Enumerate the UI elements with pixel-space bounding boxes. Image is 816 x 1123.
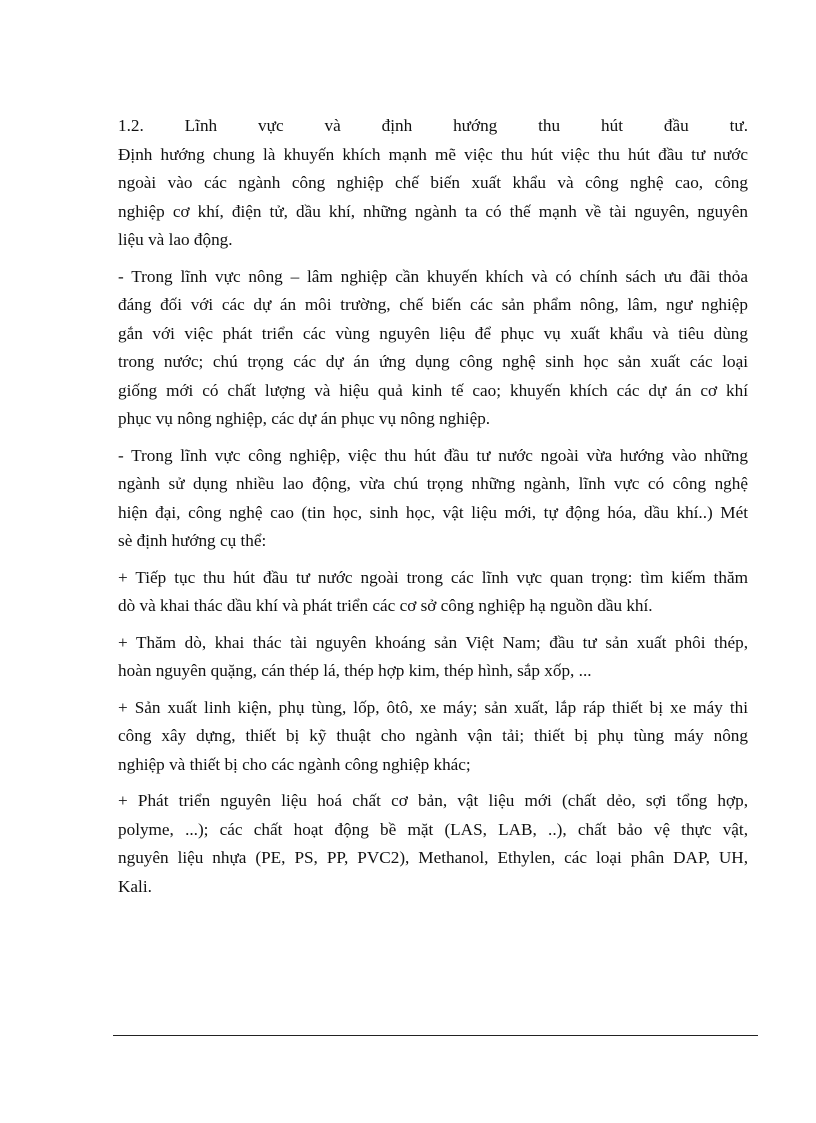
paragraph-spacer <box>118 779 748 787</box>
paragraph-line: hoàn nguyên quặng, cán thép lá, thép hợp kim, thép hình, sắp xốp, ... <box>118 661 592 680</box>
paragraph-line: dò và khai thác dầu khí và phát triển các cơ sở công nghiệp hạ nguồn dầu khí. <box>118 596 653 615</box>
paragraph-line: đáng đối với các dự án môi trường, chế biến các sản phẩm nông, lâm, ngư nghiệp <box>118 295 748 314</box>
paragraph-agriculture <box>118 263 748 434</box>
section-heading <box>118 112 748 141</box>
paragraph-spacer <box>118 255 748 263</box>
paragraph-spacer <box>118 556 748 564</box>
paragraph-line: Định hướng chung là khuyến khích mạnh mẽ việc thu hút việc thu hút đầu tư nước <box>118 144 748 164</box>
paragraph-line: + Tiếp tục thu hút đầu tư nước ngoài trong các lĩnh vực quan trọng: tìm kiếm thăm <box>118 567 748 587</box>
paragraph-line: + Sản xuất linh kiện, phụ tùng, lốp, ôtô, xe máy; sản xuất, lắp ráp thiết bị xe máy thi <box>118 697 748 717</box>
footer-divider-line <box>113 1035 758 1036</box>
paragraph-spacer <box>118 621 748 629</box>
paragraph-spacer <box>118 686 748 694</box>
paragraph-general-orientation <box>118 141 748 255</box>
paragraph-line: polyme, ...); các chất hoạt động bề mặt (LAS, LAB, ..), chất bảo vệ thực vật, <box>118 819 748 839</box>
paragraph-line: hiện đại, công nghệ cao (tin học, sinh học, vật liệu mới, tự động hóa, dầu khí..) Mét <box>118 502 748 522</box>
paragraph-line: - Trong lĩnh vực công nghiệp, việc thu hút đầu tư nước ngoài vừa hướng vào những <box>118 445 748 465</box>
paragraph-line: nguyên liệu nhựa (PE, PS, PP, PVC2), Methanol, Ethylen, các loại phân DAP, UH, <box>118 848 748 867</box>
paragraph-line: + Phát triển nguyên liệu hoá chất cơ bản, vật liệu mới (chất dẻo, sợi tổng hợp, <box>118 791 748 810</box>
paragraph-line: phục vụ nông nghiệp, các dự án phục vụ nông nghiệp. <box>118 409 491 428</box>
paragraph-line: ngoài vào các ngành công nghiệp chế biến xuất khẩu và công nghệ cao, công <box>118 173 748 192</box>
paragraph-line: liệu và lao động. <box>118 230 233 249</box>
paragraph-oil-gas <box>118 564 748 621</box>
paragraph-line: nghiệp và thiết bị cho các ngành công nghiệp khác; <box>118 754 471 774</box>
heading-line: 1.2. Lĩnh vực và định hướng thu hút đầu tư. <box>118 116 748 135</box>
paragraph-line: công xây dựng, thiết bị kỹ thuật cho ngành vận tải; thiết bị phụ tùng máy nông <box>118 726 748 745</box>
document-body <box>118 112 748 901</box>
paragraph-spacer <box>118 434 748 442</box>
paragraph-line: gắn với việc phát triển các vùng nguyên liệu để phục vụ xuất khẩu và tiêu dùng <box>118 323 748 343</box>
paragraph-components <box>118 694 748 780</box>
paragraph-line: giống mới có chất lượng và hiệu quả kinh tế cao; khuyến khích các dự án cơ khí <box>118 380 748 400</box>
paragraph-line: sè định hướng cụ thể: <box>118 531 267 550</box>
paragraph-line: + Thăm dò, khai thác tài nguyên khoáng sản Việt Nam; đầu tư sản xuất phôi thép, <box>118 632 748 652</box>
paragraph-line: - Trong lĩnh vực nông – lâm nghiệp cần khuyến khích và có chính sách ưu đãi thỏa <box>118 266 748 286</box>
paragraph-line: Kali. <box>118 876 152 896</box>
paragraph-line: trong nước; chú trọng các dự án ứng dụng công nghệ sinh học sản xuất các loại <box>118 352 748 371</box>
paragraph-chemicals <box>118 787 748 901</box>
paragraph-industry <box>118 442 748 556</box>
paragraph-line: ngành sử dụng nhiều lao động, vừa chú trọng những ngành, lĩnh vực có công nghệ <box>118 474 748 493</box>
paragraph-minerals <box>118 629 748 686</box>
paragraph-line: nghiệp cơ khí, điện tử, dầu khí, những ngành ta có thế mạnh về tài nguyên, nguyên <box>118 201 748 221</box>
